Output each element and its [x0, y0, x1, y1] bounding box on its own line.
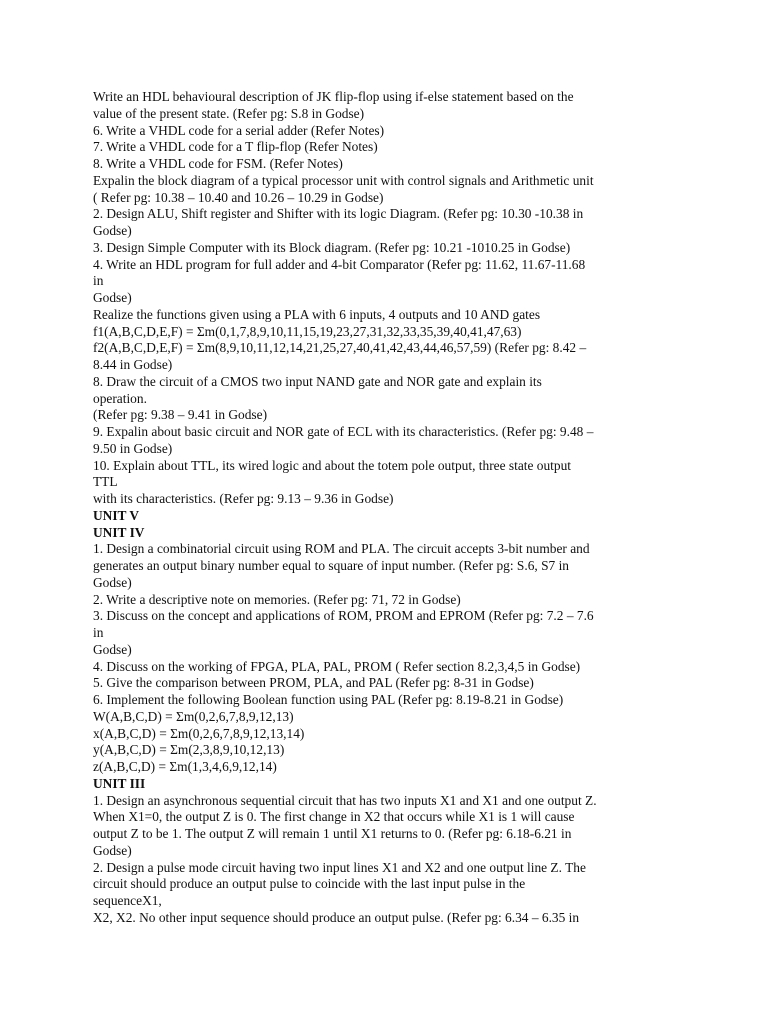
- text-line: y(A,B,C,D) = Σm(2,3,8,9,10,12,13): [93, 742, 285, 758]
- text-line: Realize the functions given using a PLA with 6 inputs, 4 outputs and 10 AND gates: [93, 306, 541, 322]
- text-line: Godse): [93, 223, 132, 238]
- text-line: 8.44 in Godse): [93, 357, 173, 372]
- text-line: 6. Implement the following Boolean function using PAL (Refer pg: 8.19-8.21 in Godse): [93, 692, 564, 707]
- text-line: 9.50 in Godse): [93, 440, 173, 456]
- text-line: f2(A,B,C,D,E,F) = Σm(8,9,10,11,12,14,21,25,27,40,41,42,43,44,46,57,59) (Refer pg: 8.42 –: [93, 340, 587, 356]
- text-line: 9. Expalin about basic circuit and NOR gate of ECL with its characteristics. (Refer pg: 9.48 –: [93, 424, 594, 439]
- text-line: 2. Design a pulse mode circuit having two input lines X1 and X2 and one output line Z. The: [93, 859, 586, 875]
- section-heading: UNIT IV: [93, 524, 145, 540]
- text-line: When X1=0, the output Z is 0. The first change in X2 that occurs while X1 is 1 will cause: [93, 809, 575, 825]
- text-line: 3. Discuss on the concept and applications of ROM, PROM and EPROM (Refer pg: 7.2 – 7.6: [93, 608, 594, 624]
- text-line: 8. Write a VHDL code for FSM. (Refer Notes): [93, 156, 343, 171]
- text-line: W(A,B,C,D) = Σm(0,2,6,7,8,9,12,13): [93, 708, 294, 724]
- text-line: generates an output binary number equal to square of input number. (Refer pg: S.6, S7 in: [93, 558, 570, 573]
- text-line: f1(A,B,C,D,E,F) = Σm(0,1,7,8,9,10,11,15,19,23,27,31,32,33,35,39,40,41,47,63): [93, 323, 522, 339]
- text-line: operation.: [93, 390, 147, 406]
- text-line: value of the present state. (Refer pg: S.8 in Godse): [93, 105, 365, 121]
- text-line: TTL: [93, 474, 118, 490]
- text-line: Godse): [93, 574, 132, 590]
- text-line: 8. Draw the circuit of a CMOS two input NAND gate and NOR gate and explain its: [93, 373, 542, 389]
- text-line: Godse): [93, 842, 132, 858]
- text-line: ( Refer pg: 10.38 – 10.40 and 10.26 – 10.29 in Godse): [93, 189, 384, 205]
- text-line: 2. Write a descriptive note on memories. (Refer pg: 71, 72 in Godse): [93, 591, 461, 607]
- text-line: X2, X2. No other input sequence should produce an output pulse. (Refer pg: 6.34 – 6.35 in: [93, 909, 580, 925]
- text-line: sequenceX1,: [93, 893, 162, 908]
- text-line: Write an HDL behavioural description of JK flip-flop using if-else statement based on the: [93, 89, 574, 104]
- text-line: with its characteristics. (Refer pg: 9.13 – 9.36 in Godse): [93, 491, 394, 506]
- text-line: x(A,B,C,D) = Σm(0,2,6,7,8,9,12,13,14): [93, 725, 305, 741]
- section-heading: UNIT V: [93, 507, 140, 523]
- text-line: 7. Write a VHDL code for a T flip-flop (Refer Notes): [93, 139, 378, 155]
- text-line: 6. Write a VHDL code for a serial adder (Refer Notes): [93, 122, 385, 138]
- text-line: 2. Design ALU, Shift register and Shifter with its logic Diagram. (Refer pg: 10.30 -10.38 in: [93, 206, 584, 222]
- text-line: Godse): [93, 290, 132, 305]
- text-line: 3. Design Simple Computer with its Block diagram. (Refer pg: 10.21 -1010.25 in Godse): [93, 239, 571, 255]
- text-line: 1. Design a combinatorial circuit using ROM and PLA. The circuit accepts 3-bit number and: [93, 541, 590, 557]
- text-line: Godse): [93, 641, 132, 657]
- text-line: in: [93, 273, 104, 289]
- section-heading: UNIT III: [93, 775, 146, 791]
- text-line: Expalin the block diagram of a typical processor unit with control signals and Arithmetic unit: [93, 172, 594, 188]
- text-line: 1. Design an asynchronous sequential circuit that has two inputs X1 and X1 and one output Z.: [93, 792, 597, 808]
- text-line: circuit should produce an output pulse to coincide with the last input pulse in the: [93, 876, 526, 892]
- text-line: z(A,B,C,D) = Σm(1,3,4,6,9,12,14): [93, 759, 277, 774]
- text-line: 4. Discuss on the working of FPGA, PLA, PAL, PROM ( Refer section 8.2,3,4,5 in Godse): [93, 658, 581, 674]
- document-page: [93, 89, 683, 927]
- text-line: 5. Give the comparison between PROM, PLA, and PAL (Refer pg: 8-31 in Godse): [93, 675, 534, 691]
- text-line: (Refer pg: 9.38 – 9.41 in Godse): [93, 407, 268, 423]
- text-line: 4. Write an HDL program for full adder and 4-bit Comparator (Refer pg: 11.62, 11.67-11.68: [93, 256, 586, 272]
- text-line: output Z to be 1. The output Z will remain 1 until X1 returns to 0. (Refer pg: 6.18-6.21 in: [93, 826, 572, 841]
- text-line: in: [93, 625, 104, 640]
- text-line: 10. Explain about TTL, its wired logic and about the totem pole output, three state output: [93, 457, 571, 473]
